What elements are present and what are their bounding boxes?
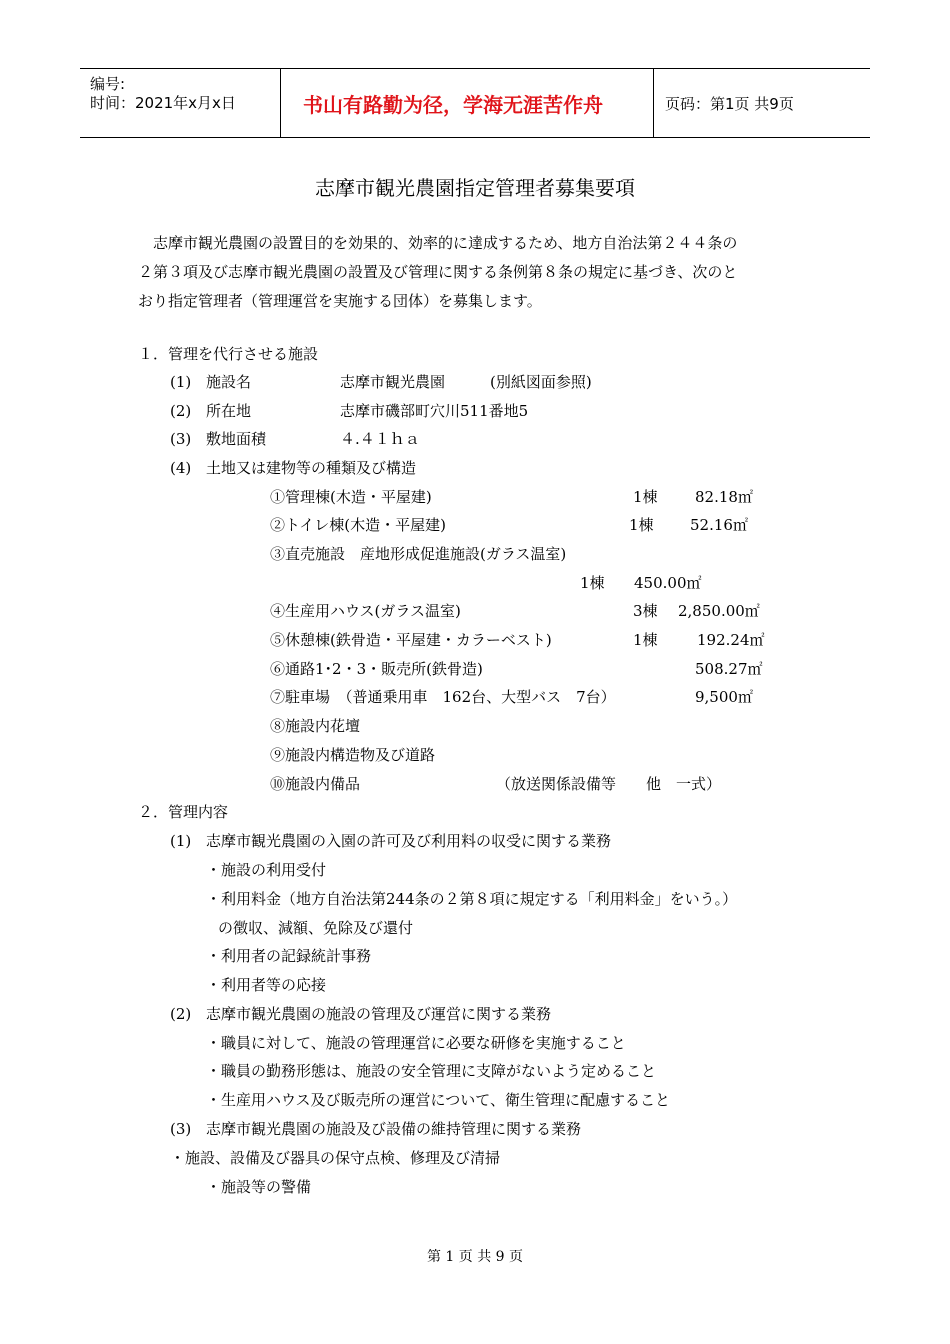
item-number: (1) <box>170 373 192 391</box>
building-name: ⑨施設内構造物及び道路 <box>270 746 436 764</box>
header-meta-cell <box>80 69 281 137</box>
building-name: ⑤休憩棟(鉄骨造・平屋建・カラーベスト) <box>270 631 552 649</box>
document-title: 志摩市観光農園指定管理者募集要項 <box>315 176 635 200</box>
building-row <box>0 630 950 650</box>
building-name: ③直売施設 産地形成促進施設(ガラス温室) <box>270 545 567 563</box>
building-row <box>0 487 950 507</box>
list-item: ・施設、設備及び器具の保守点検、修理及び清掃 <box>170 1149 501 1167</box>
facility-item <box>0 372 950 392</box>
building-name: ④生産用ハウス(ガラス温室) <box>270 602 461 620</box>
building-area: 52.16㎡ <box>690 516 748 534</box>
intro-paragraph <box>138 229 737 316</box>
building-row <box>0 659 950 679</box>
page-info: 页码：第1页 共9页 <box>665 95 794 113</box>
building-row <box>0 573 950 593</box>
subsection-heading <box>0 1119 950 1139</box>
list-item: ・施設等の警備 <box>206 1178 312 1196</box>
facility-item <box>0 401 950 421</box>
subsection-title: 志摩市観光農園の施設及び設備の維持管理に関する業務 <box>206 1120 582 1138</box>
intro-line: ２第３項及び志摩市観光農園の設置及び管理に関する条例第８条の規定に基づき、次のと <box>138 263 738 281</box>
item-value: ４.４１ｈａ <box>340 430 420 448</box>
item-label: 施設名 <box>206 373 252 391</box>
building-area: 82.18㎡ <box>695 488 753 506</box>
motto-text: 书山有路勤为径，学海无涯苦作舟 <box>303 93 603 117</box>
item-label: 土地又は建物等の種類及び構造 <box>206 459 417 477</box>
item-number: (2) <box>170 402 192 420</box>
building-name: ①管理棟(木造・平屋建) <box>270 488 432 506</box>
header-table <box>80 68 870 138</box>
building-row <box>0 515 950 535</box>
building-row <box>0 774 950 794</box>
building-row <box>0 601 950 621</box>
header-motto-cell <box>281 69 654 137</box>
list-item: ・利用者等の応接 <box>206 976 327 994</box>
item-value: 志摩市観光農園 <box>340 373 446 391</box>
list-item: ・利用料金（地方自治法第244条の２第８項に規定する「利用料金」をいう。） <box>206 890 738 908</box>
building-count: 1棟 <box>580 574 605 592</box>
list-item: ・施設の利用受付 <box>206 861 327 879</box>
building-area: 192.24㎡ <box>697 631 765 649</box>
building-name: ⑧施設内花壇 <box>270 717 361 735</box>
intro-line: おり指定管理者（管理運営を実施する団体）を募集します。 <box>138 292 542 310</box>
date-label: 时间：2021年x月x日 <box>90 94 236 112</box>
subsection-number: (3) <box>170 1120 192 1138</box>
subsection-number: (2) <box>170 1005 192 1023</box>
intro-line: 志摩市観光農園の設置目的を効果的、効率的に達成するため、地方自治法第２４４条の <box>138 234 738 252</box>
list-item: ・職員の勤務形態は、施設の安全管理に支障がないよう定めること <box>206 1062 657 1080</box>
number-label: 编号: <box>90 75 126 93</box>
building-note: （放送関係設備等 他 一式） <box>496 775 722 793</box>
list-item: ・職員に対して、施設の管理運営に必要な研修を実施すること <box>206 1034 626 1052</box>
building-area: 450.00㎡ <box>634 574 702 592</box>
building-name: ②トイレ棟(木造・平屋建) <box>270 516 446 534</box>
section2-heading: ２．管理内容 <box>138 803 229 821</box>
building-area: 2,850.00㎡ <box>678 602 760 620</box>
list-item: ・生産用ハウス及び販売所の運営について、衛生管理に配慮すること <box>206 1091 670 1109</box>
subsection-title: 志摩市観光農園の施設の管理及び運営に関する業務 <box>206 1005 552 1023</box>
building-count: 1棟 <box>633 631 658 649</box>
item-note: (別紙図面参照) <box>490 373 592 391</box>
building-row <box>0 745 950 765</box>
building-name: ⑥通路1･2・3・販売所(鉄骨造) <box>270 660 483 678</box>
building-row <box>0 716 950 736</box>
building-row <box>0 687 950 707</box>
subsection-heading <box>0 1004 950 1024</box>
building-count: 1棟 <box>633 488 658 506</box>
item-label: 所在地 <box>206 402 252 420</box>
section1-heading: １．管理を代行させる施設 <box>138 345 319 363</box>
building-count: 3棟 <box>633 602 658 620</box>
item-number: (4) <box>170 459 192 477</box>
building-name: ⑩施設内備品 <box>270 775 361 793</box>
building-name: ⑦駐車場 （普通乗用車 162台、大型バス 7台） <box>270 688 616 706</box>
item-value: 志摩市磯部町穴川511番地5 <box>340 402 529 420</box>
building-area: 9,500㎡ <box>695 688 753 706</box>
list-item: の徴収、減額、免除及び還付 <box>218 919 414 937</box>
facility-item <box>0 458 950 478</box>
subsection-heading <box>0 831 950 851</box>
subsection-number: (1) <box>170 832 192 850</box>
list-item: ・利用者の記録統計事務 <box>206 947 372 965</box>
building-count: 1棟 <box>629 516 654 534</box>
building-row <box>0 544 950 564</box>
facility-item <box>0 429 950 449</box>
item-label: 敷地面積 <box>206 430 267 448</box>
page-footer: 第 1 页 共 9 页 <box>426 1249 524 1265</box>
subsection-title: 志摩市観光農園の入園の許可及び利用料の収受に関する業務 <box>206 832 612 850</box>
building-area: 508.27㎡ <box>695 660 763 678</box>
item-number: (3) <box>170 430 192 448</box>
